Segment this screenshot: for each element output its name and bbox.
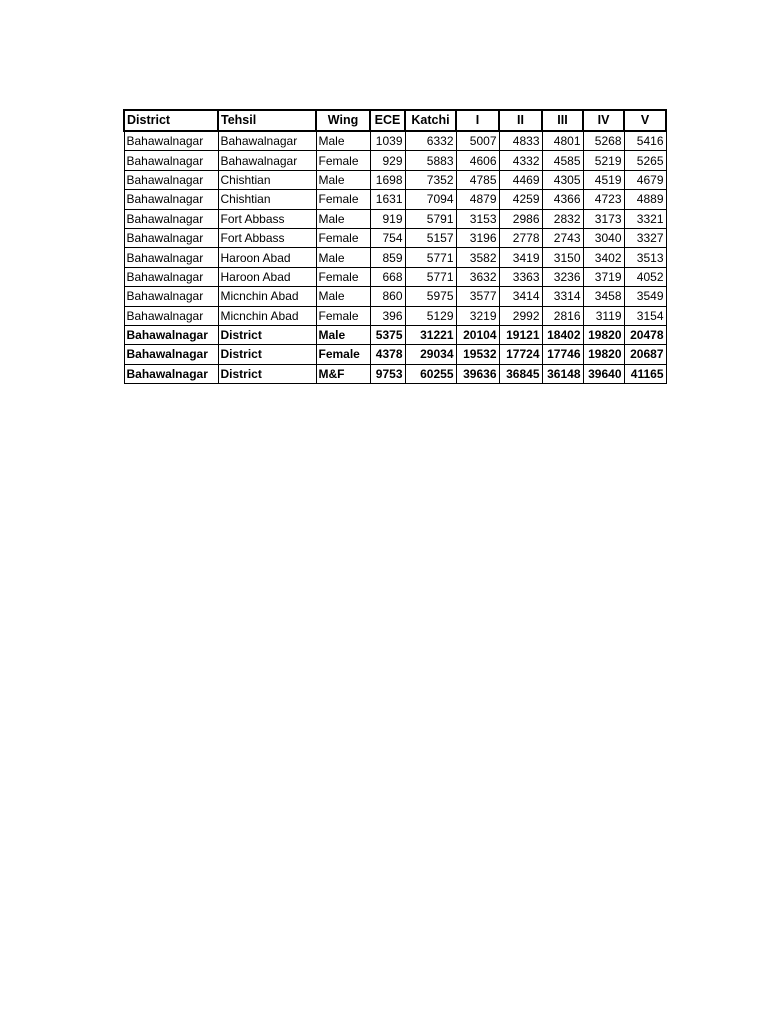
cell-katchi: 29034 (405, 345, 456, 364)
header-class-ii: II (499, 110, 542, 131)
table-row (124, 151, 666, 170)
cell-class-ii: 4259 (499, 190, 542, 209)
cell-class-v: 3321 (624, 209, 666, 228)
table-row (124, 287, 666, 306)
table-row (124, 131, 666, 151)
cell-class-iv: 3173 (583, 209, 624, 228)
header-tehsil: Tehsil (218, 110, 316, 131)
table-row (124, 248, 666, 267)
table-row (124, 170, 666, 189)
enrollment-table (123, 109, 667, 384)
cell-katchi: 5771 (405, 248, 456, 267)
table-row (124, 228, 666, 247)
cell-class-iii: 4585 (542, 151, 583, 170)
cell-wing: M&F (316, 364, 370, 383)
cell-class-iv: 4519 (583, 170, 624, 189)
cell-district: Bahawalnagar (124, 228, 218, 247)
cell-ece: 4378 (370, 345, 405, 364)
cell-class-i: 3153 (456, 209, 499, 228)
header-class-iv: IV (583, 110, 624, 131)
cell-tehsil: Haroon Abad (218, 267, 316, 286)
cell-class-iv: 3719 (583, 267, 624, 286)
cell-district: Bahawalnagar (124, 151, 218, 170)
cell-district: Bahawalnagar (124, 364, 218, 383)
cell-katchi: 7352 (405, 170, 456, 189)
cell-class-v: 4052 (624, 267, 666, 286)
cell-tehsil: Micnchin Abad (218, 287, 316, 306)
cell-class-i: 3577 (456, 287, 499, 306)
cell-wing: Male (316, 287, 370, 306)
cell-wing: Female (316, 267, 370, 286)
cell-class-iv: 19820 (583, 345, 624, 364)
cell-class-i: 19532 (456, 345, 499, 364)
cell-ece: 9753 (370, 364, 405, 383)
cell-class-v: 3327 (624, 228, 666, 247)
cell-class-ii: 3414 (499, 287, 542, 306)
cell-wing: Female (316, 345, 370, 364)
cell-tehsil: District (218, 364, 316, 383)
table-header-row (124, 110, 666, 131)
cell-ece: 668 (370, 267, 405, 286)
cell-ece: 1039 (370, 131, 405, 151)
header-ece: ECE (370, 110, 405, 131)
cell-class-iii: 2832 (542, 209, 583, 228)
cell-class-v: 5416 (624, 131, 666, 151)
cell-class-v: 20687 (624, 345, 666, 364)
cell-class-ii: 4332 (499, 151, 542, 170)
cell-wing: Male (316, 131, 370, 151)
table-row (124, 306, 666, 325)
cell-katchi: 6332 (405, 131, 456, 151)
cell-district: Bahawalnagar (124, 190, 218, 209)
cell-wing: Female (316, 228, 370, 247)
cell-class-i: 39636 (456, 364, 499, 383)
cell-katchi: 5157 (405, 228, 456, 247)
cell-class-ii: 2992 (499, 306, 542, 325)
header-wing: Wing (316, 110, 370, 131)
cell-class-v: 3513 (624, 248, 666, 267)
cell-tehsil: District (218, 345, 316, 364)
cell-wing: Female (316, 151, 370, 170)
cell-katchi: 5975 (405, 287, 456, 306)
cell-class-ii: 3419 (499, 248, 542, 267)
cell-tehsil: Fort Abbass (218, 209, 316, 228)
table-row (124, 209, 666, 228)
cell-class-iii: 18402 (542, 325, 583, 344)
cell-tehsil: Bahawalnagar (218, 151, 316, 170)
header-class-i: I (456, 110, 499, 131)
cell-class-iii: 3236 (542, 267, 583, 286)
cell-katchi: 5791 (405, 209, 456, 228)
header-class-v: V (624, 110, 666, 131)
cell-ece: 396 (370, 306, 405, 325)
cell-class-i: 3632 (456, 267, 499, 286)
table-row (124, 190, 666, 209)
table-row (124, 364, 666, 383)
cell-class-v: 3549 (624, 287, 666, 306)
cell-class-i: 4785 (456, 170, 499, 189)
cell-ece: 754 (370, 228, 405, 247)
cell-class-ii: 17724 (499, 345, 542, 364)
cell-class-iii: 2743 (542, 228, 583, 247)
cell-katchi: 5883 (405, 151, 456, 170)
cell-ece: 929 (370, 151, 405, 170)
cell-class-iv: 3402 (583, 248, 624, 267)
cell-district: Bahawalnagar (124, 287, 218, 306)
cell-tehsil: Haroon Abad (218, 248, 316, 267)
cell-class-i: 5007 (456, 131, 499, 151)
cell-class-iv: 3119 (583, 306, 624, 325)
cell-class-iv: 3040 (583, 228, 624, 247)
cell-wing: Female (316, 190, 370, 209)
cell-district: Bahawalnagar (124, 345, 218, 364)
cell-district: Bahawalnagar (124, 267, 218, 286)
cell-wing: Male (316, 325, 370, 344)
cell-tehsil: Micnchin Abad (218, 306, 316, 325)
cell-class-iii: 2816 (542, 306, 583, 325)
header-district: District (124, 110, 218, 131)
cell-district: Bahawalnagar (124, 306, 218, 325)
cell-class-iii: 36148 (542, 364, 583, 383)
cell-class-ii: 19121 (499, 325, 542, 344)
cell-district: Bahawalnagar (124, 209, 218, 228)
cell-class-ii: 36845 (499, 364, 542, 383)
cell-class-i: 20104 (456, 325, 499, 344)
cell-tehsil: Bahawalnagar (218, 131, 316, 151)
cell-katchi: 7094 (405, 190, 456, 209)
cell-class-iii: 4801 (542, 131, 583, 151)
cell-wing: Male (316, 170, 370, 189)
cell-class-iv: 5268 (583, 131, 624, 151)
cell-ece: 1698 (370, 170, 405, 189)
table-row (124, 267, 666, 286)
cell-class-i: 4606 (456, 151, 499, 170)
cell-wing: Male (316, 248, 370, 267)
cell-class-iii: 3314 (542, 287, 583, 306)
cell-class-iv: 3458 (583, 287, 624, 306)
cell-district: Bahawalnagar (124, 131, 218, 151)
cell-tehsil: Chishtian (218, 170, 316, 189)
cell-wing: Male (316, 209, 370, 228)
cell-katchi: 5771 (405, 267, 456, 286)
cell-class-i: 3219 (456, 306, 499, 325)
cell-class-i: 3196 (456, 228, 499, 247)
cell-class-iv: 5219 (583, 151, 624, 170)
cell-class-iii: 3150 (542, 248, 583, 267)
table-row (124, 325, 666, 344)
cell-class-v: 41165 (624, 364, 666, 383)
table-body (124, 131, 666, 384)
cell-ece: 919 (370, 209, 405, 228)
cell-class-ii: 4469 (499, 170, 542, 189)
cell-class-v: 20478 (624, 325, 666, 344)
cell-class-v: 4679 (624, 170, 666, 189)
cell-tehsil: Fort Abbass (218, 228, 316, 247)
cell-ece: 860 (370, 287, 405, 306)
cell-class-iii: 4366 (542, 190, 583, 209)
cell-katchi: 60255 (405, 364, 456, 383)
cell-class-v: 4889 (624, 190, 666, 209)
cell-district: Bahawalnagar (124, 170, 218, 189)
cell-ece: 1631 (370, 190, 405, 209)
header-katchi: Katchi (405, 110, 456, 131)
cell-class-ii: 2986 (499, 209, 542, 228)
cell-class-iv: 4723 (583, 190, 624, 209)
cell-class-iv: 19820 (583, 325, 624, 344)
cell-district: Bahawalnagar (124, 325, 218, 344)
header-class-iii: III (542, 110, 583, 131)
cell-class-iv: 39640 (583, 364, 624, 383)
cell-katchi: 31221 (405, 325, 456, 344)
cell-class-iii: 17746 (542, 345, 583, 364)
cell-class-ii: 2778 (499, 228, 542, 247)
cell-wing: Female (316, 306, 370, 325)
cell-class-i: 4879 (456, 190, 499, 209)
cell-district: Bahawalnagar (124, 248, 218, 267)
cell-tehsil: District (218, 325, 316, 344)
cell-ece: 859 (370, 248, 405, 267)
cell-class-ii: 4833 (499, 131, 542, 151)
cell-class-ii: 3363 (499, 267, 542, 286)
cell-class-v: 5265 (624, 151, 666, 170)
cell-class-v: 3154 (624, 306, 666, 325)
table-row (124, 345, 666, 364)
cell-class-i: 3582 (456, 248, 499, 267)
cell-katchi: 5129 (405, 306, 456, 325)
cell-class-iii: 4305 (542, 170, 583, 189)
cell-ece: 5375 (370, 325, 405, 344)
cell-tehsil: Chishtian (218, 190, 316, 209)
